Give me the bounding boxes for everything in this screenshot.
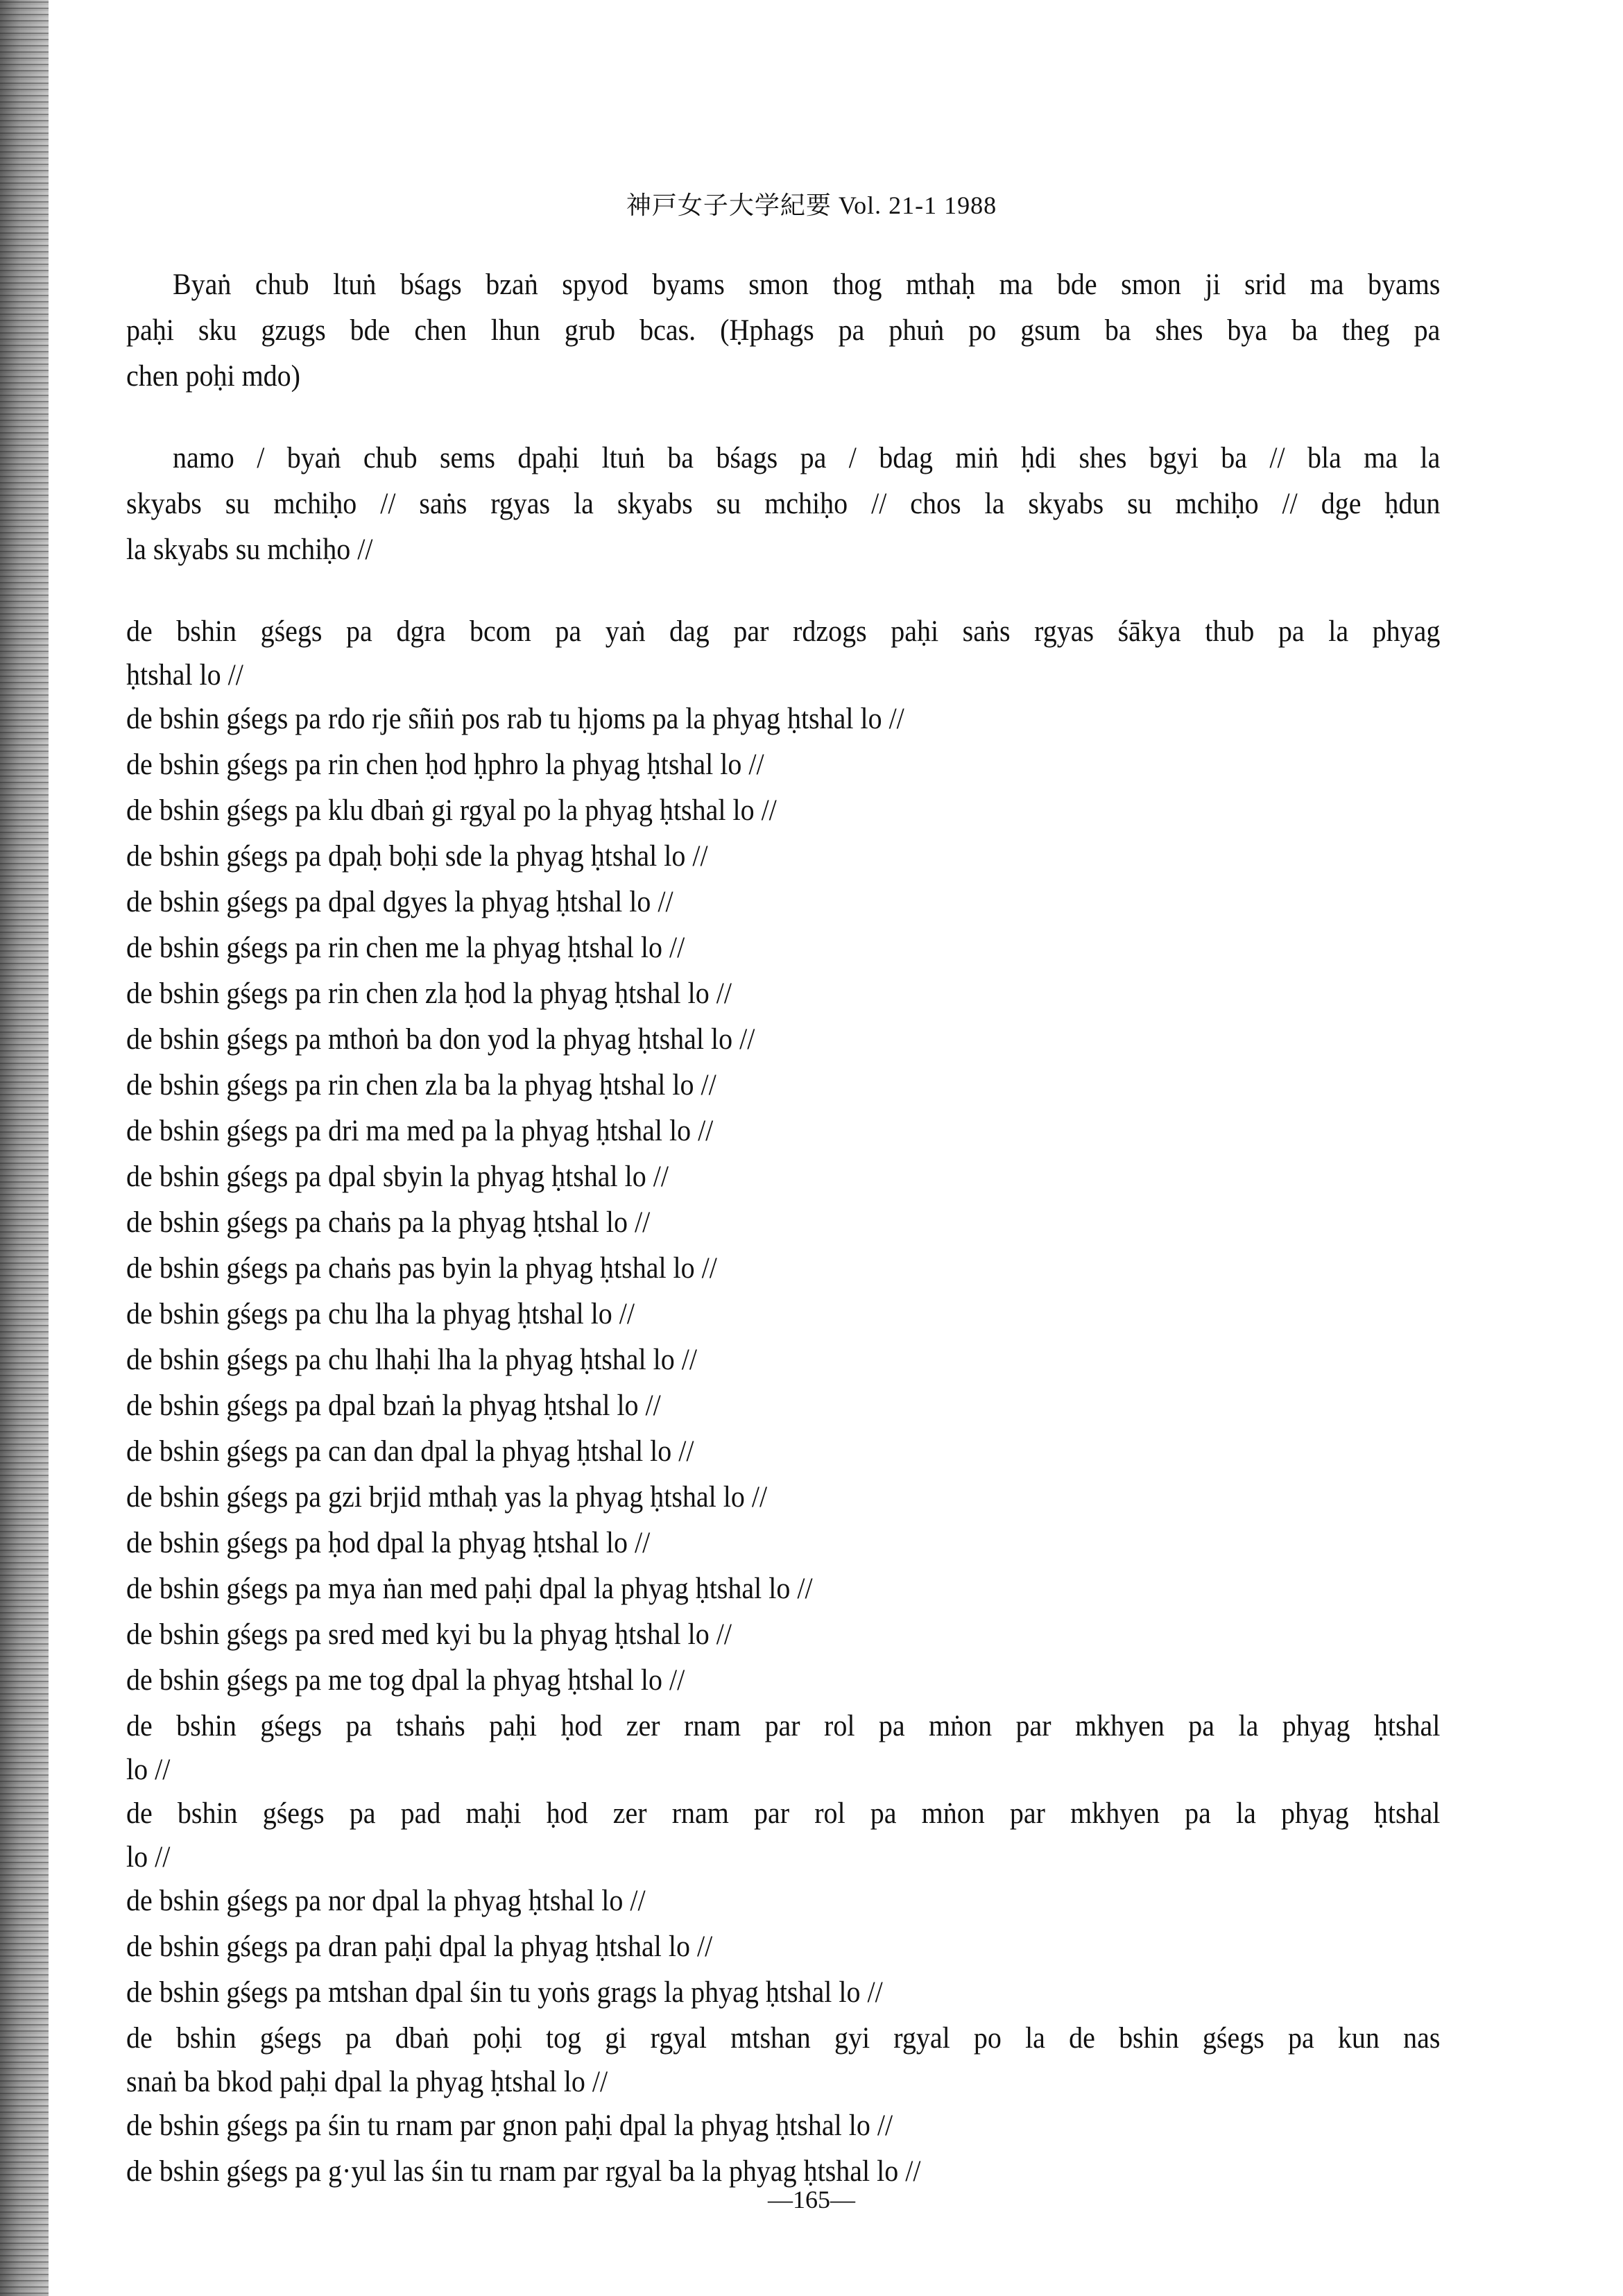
scan-edge-shadow	[0, 0, 49, 2296]
text-line: ḥtshal lo //	[126, 659, 243, 692]
text-line: de bshin gśegs pa dri ma med pa la phyag ḥtshal lo //	[126, 1115, 714, 1147]
homage-line	[126, 1108, 1441, 1154]
text-line: skyabs su mchiḥo // saṅs rgyas la skyabs su mchiḥo // chos la skyabs su mchiḥo // dge ḥdun	[126, 488, 1441, 520]
page-body	[126, 262, 1441, 2195]
text-line: de bshin gśegs pa rin chen ḥod ḥphro la phyag ḥtshal lo //	[126, 748, 764, 781]
homage-line	[126, 2016, 1441, 2103]
homage-line	[126, 1429, 1441, 1475]
page-number: —165—	[768, 2186, 855, 2213]
homage-line	[126, 1337, 1441, 1383]
homage-line	[126, 742, 1441, 788]
text-line: de bshin gśegs pa dpaḥ boḥi sde la phyag ḥtshal lo //	[126, 840, 708, 873]
homage-line	[126, 1924, 1441, 1970]
text-line: chen poḥi mdo)	[126, 360, 300, 393]
text-line: de bshin gśegs pa rin chen me la phyag ḥtshal lo //	[126, 932, 685, 964]
homage-line	[126, 788, 1441, 834]
text-line: de bshin gśegs pa dgra bcom pa yaṅ dag par rdzogs paḥi saṅs rgyas śākya thub pa la phyag	[126, 615, 1441, 648]
text-line: namo / byaṅ chub sems dpaḥi ltuṅ ba bśags pa / bdag miṅ ḥdi shes bgyi ba // bla ma la	[172, 442, 1441, 474]
text-line: de bshin gśegs pa chaṅs pas byin la phyag ḥtshal lo //	[126, 1252, 717, 1285]
text-line: de bshin gśegs pa rin chen zla ba la phyag ḥtshal lo //	[126, 1069, 716, 1102]
text-line: paḥi sku gzugs bde chen lhun grub bcas. (Ḥphags pa phuṅ po gsum ba shes bya ba theg pa	[126, 314, 1441, 347]
text-line: de bshin gśegs pa dpal bzaṅ la phyag ḥtshal lo //	[126, 1389, 661, 1422]
homage-line	[126, 1383, 1441, 1429]
paragraph	[126, 436, 1441, 573]
homage-line	[126, 1154, 1441, 1200]
text-line: de bshin gśegs pa rdo rje sñiṅ pos rab tu ḥjoms pa la phyag ḥtshal lo //	[126, 703, 904, 735]
text-line: de bshin gśegs pa chaṅs pa la phyag ḥtshal lo //	[126, 1206, 651, 1239]
text-line: de bshin gśegs pa sred med kyi bu la phyag ḥtshal lo //	[126, 1618, 732, 1651]
text-line: de bshin gśegs pa chu lha la phyag ḥtshal lo //	[126, 1298, 635, 1330]
text-line: de bshin gśegs pa g·yul las śin tu rnam par rgyal ba la phyag ḥtshal lo //	[126, 2155, 921, 2188]
homage-line	[126, 1475, 1441, 1520]
text-line: de bshin gśegs pa klu dbaṅ gi rgyal po la phyag ḥtshal lo //	[126, 794, 777, 827]
homage-line	[126, 1246, 1441, 1292]
text-line: snaṅ ba bkod paḥi dpal la phyag ḥtshal lo //	[126, 2066, 608, 2098]
text-line: de bshin gśegs pa pad maḥi ḥod zer rnam par rol pa mṅon par mkhyen pa la phyag ḥtshal	[126, 1797, 1441, 1830]
text-line: de bshin gśegs pa śin tu rnam par gnon paḥi dpal la phyag ḥtshal lo //	[126, 2109, 893, 2142]
text-line: de bshin gśegs pa ḥod dpal la phyag ḥtshal lo //	[126, 1527, 651, 1559]
homage-line	[126, 609, 1441, 696]
text-line: de bshin gśegs pa dran paḥi dpal la phyag ḥtshal lo //	[126, 1930, 713, 1963]
homage-line	[126, 1200, 1441, 1246]
homage-line	[126, 1791, 1441, 1878]
text-line: de bshin gśegs pa mtshan dpal śin tu yoṅs grags la phyag ḥtshal lo //	[126, 1976, 883, 2009]
homage-line	[126, 1658, 1441, 1704]
homage-line	[126, 1063, 1441, 1108]
text-line: de bshin gśegs pa dpal dgyes la phyag ḥtshal lo //	[126, 886, 673, 918]
text-line: lo //	[126, 1841, 171, 1874]
text-line: Byaṅ chub ltuṅ bśags bzaṅ spyod byams smon thog mthaḥ ma bde smon ji srid ma byams	[172, 268, 1441, 301]
homage-line	[126, 1292, 1441, 1337]
paragraph	[126, 262, 1441, 400]
text-line: de bshin gśegs pa rin chen zla ḥod la phyag ḥtshal lo //	[126, 977, 732, 1010]
text-line: de bshin gśegs pa chu lhaḥi lha la phyag ḥtshal lo //	[126, 1344, 697, 1376]
homage-line	[126, 925, 1441, 971]
text-line: de bshin gśegs pa mthoṅ ba don yod la phyag ḥtshal lo //	[126, 1023, 755, 1056]
text-line: de bshin gśegs pa mya ṅan med paḥi dpal la phyag ḥtshal lo //	[126, 1573, 813, 1605]
text-line: de bshin gśegs pa tshaṅs paḥi ḥod zer rnam par rol pa mṅon par mkhyen pa la phyag ḥtshal	[126, 1710, 1441, 1742]
text-line: de bshin gśegs pa can dan dpal la phyag ḥtshal lo //	[126, 1435, 694, 1468]
text-line: de bshin gśegs pa me tog dpal la phyag ḥtshal lo //	[126, 1664, 685, 1697]
text-line: de bshin gśegs pa dbaṅ poḥi tog gi rgyal mtshan gyi rgyal po la de bshin gśegs pa kun nas	[126, 2022, 1441, 2055]
homage-line	[126, 1704, 1441, 1791]
running-header: 神戸女子大学紀要 Vol. 21-1 1988	[626, 191, 997, 219]
homage-line	[126, 1566, 1441, 1612]
homage-line	[126, 1612, 1441, 1658]
homage-line	[126, 1970, 1441, 2016]
homage-line	[126, 880, 1441, 925]
text-line: lo //	[126, 1754, 171, 1786]
text-line: de bshin gśegs pa nor dpal la phyag ḥtshal lo //	[126, 1885, 646, 1917]
homage-line	[126, 971, 1441, 1017]
homage-line	[126, 1017, 1441, 1063]
text-line: de bshin gśegs pa gzi brjid mthaḥ yas la phyag ḥtshal lo //	[126, 1481, 768, 1514]
homage-line	[126, 2103, 1441, 2149]
homage-line	[126, 1878, 1441, 1924]
homage-line	[126, 834, 1441, 880]
homage-line	[126, 696, 1441, 742]
text-line: la skyabs su mchiḥo //	[126, 533, 373, 566]
text-line: de bshin gśegs pa dpal sbyin la phyag ḥtshal lo //	[126, 1160, 669, 1193]
homage-line	[126, 1520, 1441, 1566]
